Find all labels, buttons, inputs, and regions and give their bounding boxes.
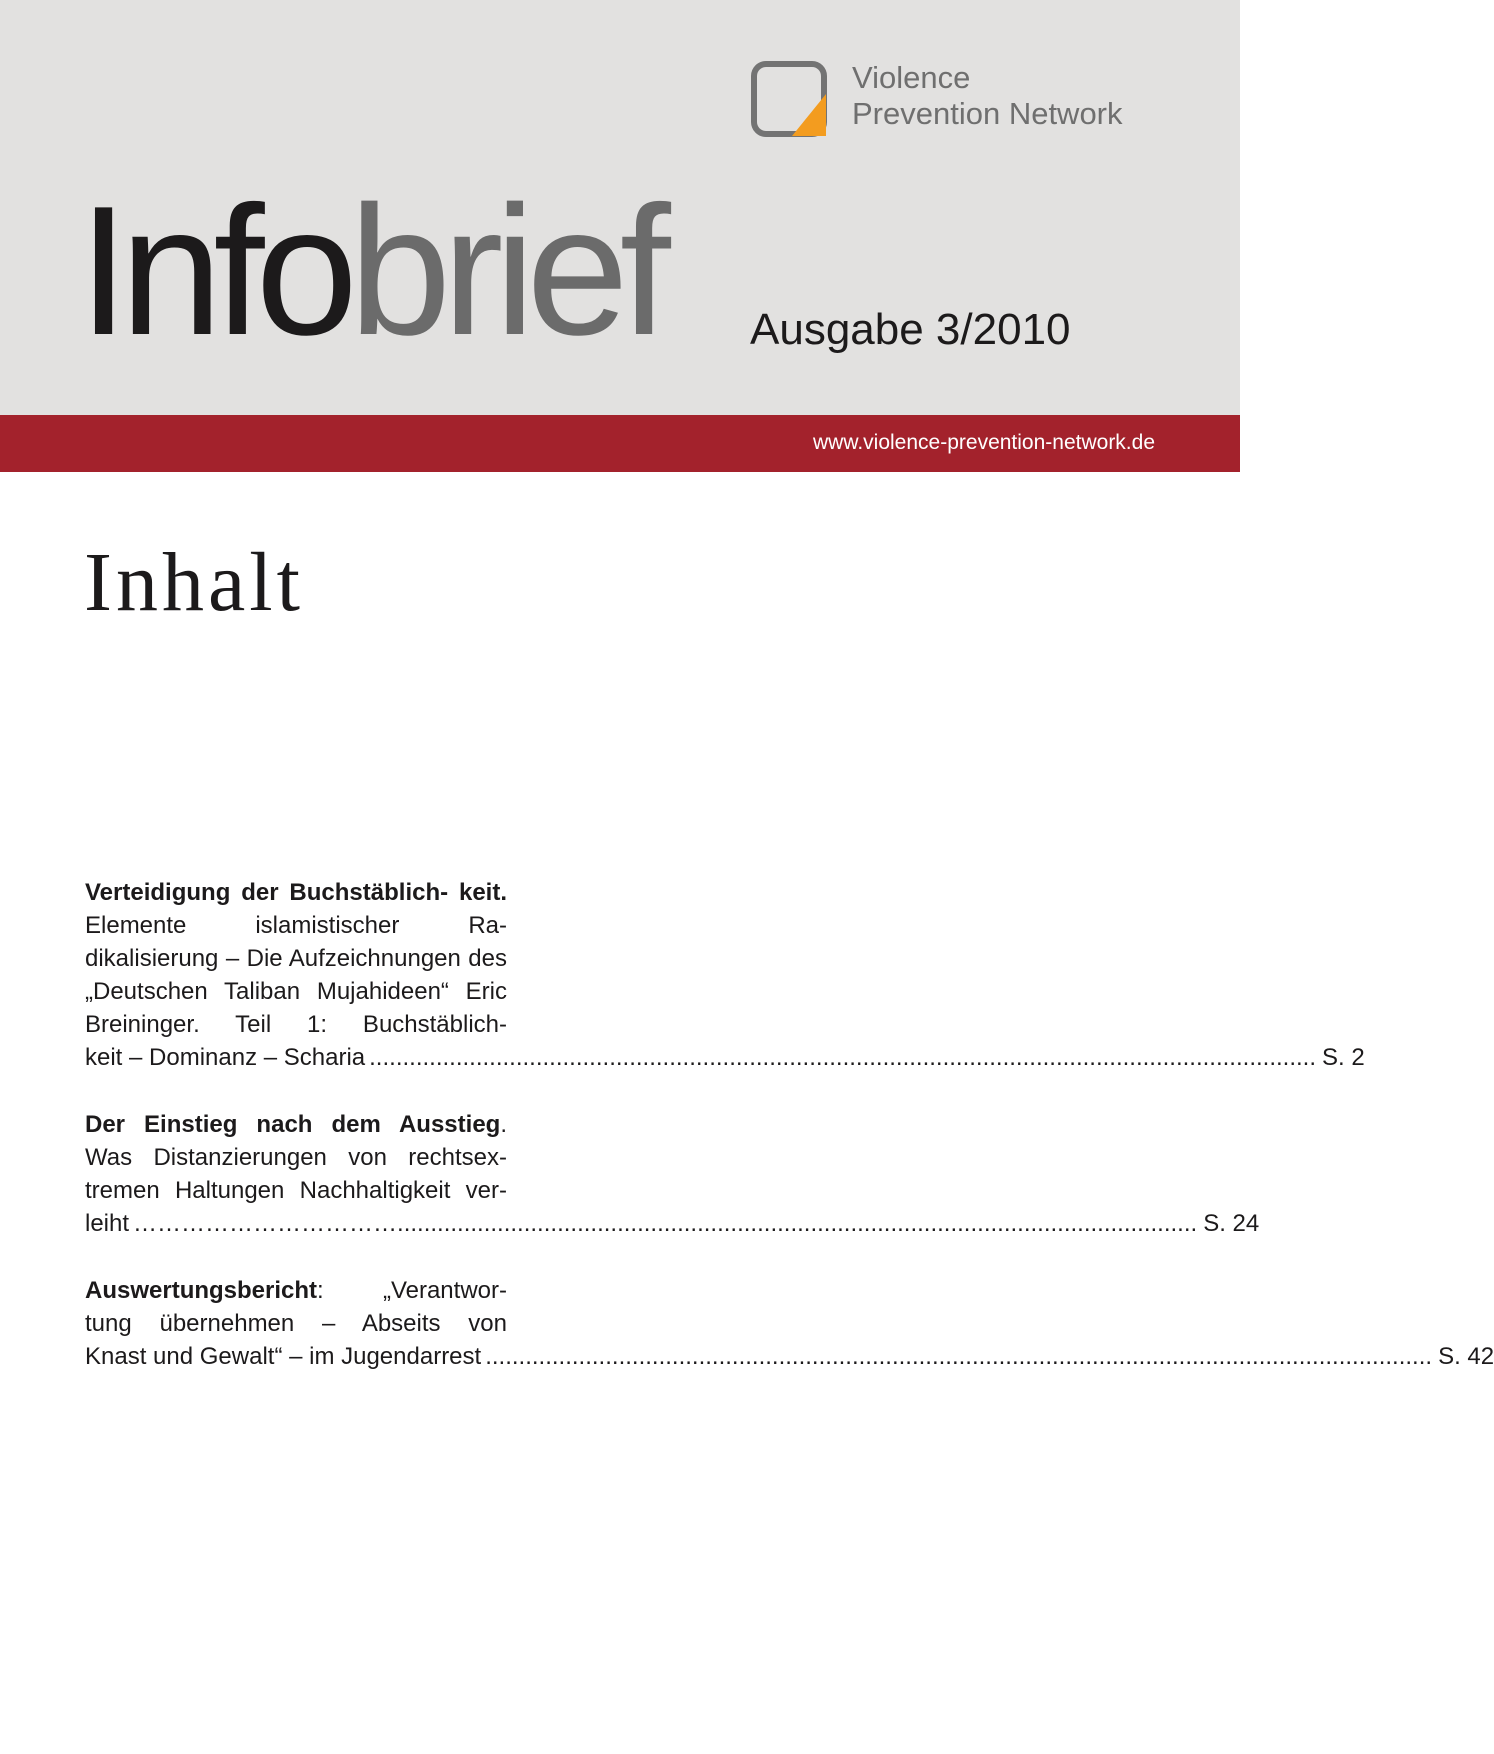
toc-entry-last-line xyxy=(85,1340,1494,1373)
toc-heading: Inhalt xyxy=(84,536,304,629)
logo-line-2: Prevention Network xyxy=(852,96,1123,131)
toc-entry-last-line xyxy=(85,1207,1260,1240)
toc-entry xyxy=(85,876,1365,1074)
url-bar xyxy=(0,415,1240,472)
toc-entry-title: Der Einstieg nach dem Ausstieg xyxy=(85,1111,501,1138)
toc-entry-last-text: Knast und Gewalt“ – im Jugendarrest xyxy=(85,1343,482,1370)
toc-entry xyxy=(85,1108,1260,1240)
website-url: www.violence-prevention-network.de xyxy=(813,431,1155,454)
toc-entry-description: : „Verantwor- tung übernehmen – Abseits von xyxy=(85,1277,507,1337)
toc-entry-last-text: keit – Dominanz – Scharia xyxy=(85,1044,366,1071)
toc-entry-title: Verteidigung der Buchstäblich- keit. xyxy=(85,879,507,906)
toc-dot-leader: .............................................................................................................................................. xyxy=(485,1343,1433,1370)
cover-header xyxy=(0,0,1240,415)
masthead-part-info: Info xyxy=(78,167,349,373)
issue-number: Ausgabe 3/2010 xyxy=(750,305,1071,354)
logo xyxy=(750,60,1150,140)
violence-prevention-network-logo-icon xyxy=(750,60,830,140)
toc-entry-description: Elemente islamistischer Ra- dikalisierung – Die Aufzeichnungen des „Deutschen Taliban Mujahideen“ Eric Breininger. Teil 1: Buchstäblich- xyxy=(85,912,507,1038)
table-of-contents xyxy=(85,876,1494,1407)
toc-entry-title: Auswertungsbericht xyxy=(85,1277,318,1304)
toc-entry-text xyxy=(85,876,507,1041)
toc-page-number: S. 42 xyxy=(1438,1343,1494,1370)
toc-entry-text xyxy=(85,1274,507,1340)
masthead-part-brief: brief xyxy=(348,167,662,373)
toc-entry-last-line xyxy=(85,1041,1365,1074)
toc-entry-last-text: leiht xyxy=(85,1210,130,1237)
toc-page-number: S. 2 xyxy=(1322,1044,1365,1071)
toc-entry-text xyxy=(85,1108,507,1207)
toc-page-number: S. 24 xyxy=(1203,1210,1260,1237)
toc-dot-leader: ……………………………........................................................................................................................ xyxy=(133,1210,1198,1237)
toc-entry xyxy=(85,1274,1494,1373)
masthead-title xyxy=(78,167,662,373)
logo-line-1: Violence xyxy=(852,60,971,95)
logo-wordmark xyxy=(852,60,1123,132)
toc-dot-leader: .............................................................................................................................................. xyxy=(369,1044,1316,1071)
toc-entry-description: . Was Distanzierungen von rechtsex- tremen Haltungen Nachhaltigkeit ver- xyxy=(85,1111,507,1204)
